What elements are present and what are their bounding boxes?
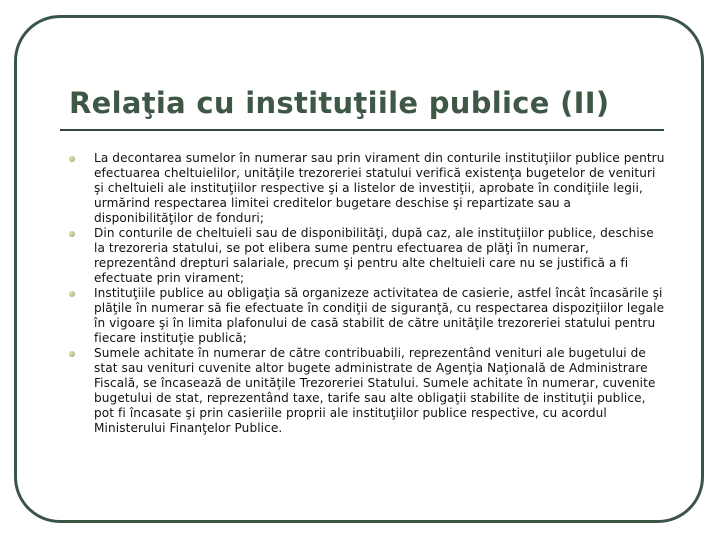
bullet-text: Din conturile de cheltuieli sau de disponibilităţi, după caz, ale instituţiilor publice, deschise la trezoreria statului, se pot elibera sume pentru efectuarea de plăţi în numerar, reprezentând drepturi salariale, precum şi pentru alte cheltuieli care nu se justifică a fi efectuate prin virament; <box>94 226 654 285</box>
bullet-item <box>68 151 668 226</box>
bullet-text: La decontarea sumelor în numerar sau prin virament din conturile instituţiilor publice pentru efectuarea cheltuielilor, unităţile trezoreriei statului verifică existenţa bugetelor de venituri şi cheltuieli ale instituţiilor respective şi a listelor de investiţii, aprobate în condiţiile legii, urmărind respectarea limitei creditelor bugetare deschise şi repartizate sau a disponibilităţilor de fonduri; <box>94 151 665 225</box>
bullet-list <box>68 151 668 436</box>
bullet-item <box>68 346 668 436</box>
bullet-dot-icon <box>69 156 75 162</box>
bullet-dot-icon <box>69 231 75 237</box>
bullet-text: Instituţiile publice au obligaţia să organizeze activitatea de casierie, astfel încât încasările şi plăţile în numerar să fie efectuate în condiţii de siguranţă, cu respectarea dispoziţiilor legale în vigoare şi în limita plafonului de casă stabilit de către unităţile trezoreriei statului pentru fiecare instituţie publică; <box>94 286 665 345</box>
bullet-item <box>68 286 668 346</box>
bullet-dot-icon <box>69 351 75 357</box>
bullet-text: Sumele achitate în numerar de către contribuabili, reprezentând venituri ale bugetului de stat sau venituri cuvenite altor bugete administrate de Agenţia Naţională de Administrare Fiscală, se încasează de unităţile Trezoreriei Statului. Sumele achitate în numerar, cuvenite bugetului de stat, reprezentând taxe, tarife sau alte obligaţii stabilite de instituţii publice, pot fi încasate şi prin casieriile proprii ale instituţiilor publice respective, cu acordul Ministerului Finanţelor Publice. <box>94 346 656 435</box>
bullet-item <box>68 226 668 286</box>
bullet-dot-icon <box>69 291 75 297</box>
title-underline <box>60 129 664 131</box>
slide-title: Relaţia cu instituţiile publice (II) <box>69 86 610 120</box>
